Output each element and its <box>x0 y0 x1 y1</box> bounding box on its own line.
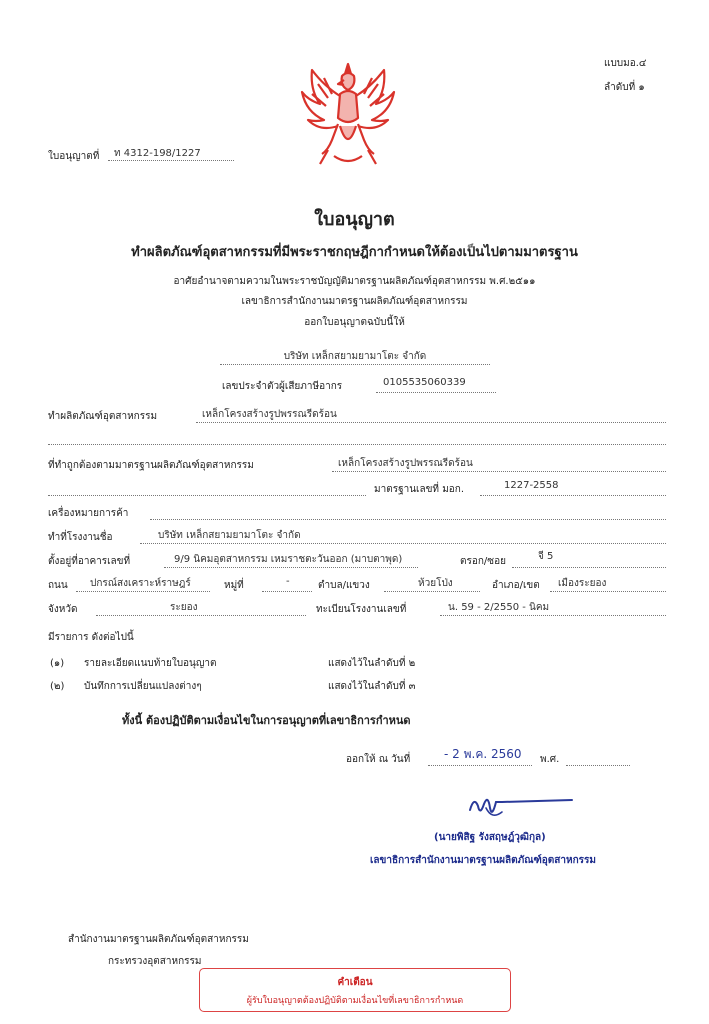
issue-date-label: ออกให้ ณ วันที่ <box>346 754 411 765</box>
document-title: ใบอนุญาต <box>314 209 395 230</box>
moo-label: หมู่ที่ <box>224 580 244 591</box>
tax-id-label: เลขประจำตัวผู้เสียภาษีอากร <box>222 381 343 392</box>
condition-statement: ทั้งนี้ ต้องปฏิบัติตามเงื่อนไขในการอนุญาตที่เลขาธิการกำหนด <box>122 714 411 727</box>
standard-no-label: มาตรฐานเลขที่ มอก. <box>374 484 465 495</box>
road-value: ปกรณ์สงเคราะห์ราษฎร์ <box>90 578 191 589</box>
office-name: สำนักงานมาตรฐานผลิตภัณฑ์อุตสาหกรรม <box>68 934 249 945</box>
warning-text: ผู้รับใบอนุญาตต้องปฏิบัติตามเงื่อนไขที่เลขาธิการกำหนด <box>246 996 464 1006</box>
building-label: ตั้งอยู่ที่อาคารเลขที่ <box>48 556 131 567</box>
issue-date-value: - 2 พ.ค. 2560 <box>444 747 522 761</box>
building-value: 9/9 นิคมอุตสาหกรรม เหมราชตะวันออก (มาบตาพุด) <box>174 554 403 565</box>
licensee-company: บริษัท เหล็กสยามยามาโตะ จำกัด <box>283 351 427 362</box>
authority-line: อาศัยอำนาจตามความในพระราชบัญญัติมาตรฐานผลิตภัณฑ์อุตสาหกรรม พ.ศ.๒๕๑๑ <box>173 276 536 287</box>
trademark-label: เครื่องหมายการค้า <box>48 508 129 519</box>
item-1-number: (๑) <box>50 658 65 669</box>
issue-era-label: พ.ศ. <box>540 754 560 765</box>
factory-name-value: บริษัท เหล็กสยามยามาโตะ จำกัด <box>158 530 301 541</box>
document-subtitle: ทำผลิตภัณฑ์อุตสาหกรรมที่มีพระราชกฤษฎีกากำหนดให้ต้องเป็นไปตามมาตรฐาน <box>131 245 578 260</box>
item-2-number: (๒) <box>50 681 65 692</box>
issue-to-line: ออกใบอนุญาตฉบับนี้ให้ <box>304 317 405 328</box>
district-label: อำเภอ/เขต <box>492 580 540 591</box>
warning-box <box>199 968 511 1012</box>
form-code: แบบมอ.๔ <box>604 58 647 69</box>
road-label: ถนน <box>48 580 68 591</box>
ministry-name: กระทรวงอุตสาหกรรม <box>108 956 202 967</box>
details-intro: มีรายการ ดังต่อไปนี้ <box>48 632 134 643</box>
signatory-name: (นายพิสิฐ รังสฤษฎ์วุฒิกุล) <box>434 832 546 843</box>
factory-reg-label: ทะเบียนโรงงานเลขที่ <box>316 604 407 615</box>
page-number: ลำดับที่ ๑ <box>604 82 645 93</box>
license-no-value: ท 4312-198/1227 <box>114 148 201 159</box>
district-value: เมืองระยอง <box>558 578 607 589</box>
alley-label: ตรอก/ซอย <box>460 556 506 567</box>
tax-id-value: 0105535060339 <box>383 377 466 388</box>
subdistrict-value: ห้วยโป่ง <box>418 578 453 589</box>
factory-name-label: ทำที่โรงงานชื่อ <box>48 532 113 543</box>
factory-reg-value: น. 59 - 2/2550 - นิคม <box>448 602 550 613</box>
standard-value: เหล็กโครงสร้างรูปพรรณรีดร้อน <box>338 458 473 469</box>
warning-title: คำเตือน <box>337 977 373 988</box>
subdistrict-label: ตำบล/แขวง <box>318 580 370 591</box>
moo-value: - <box>286 576 290 587</box>
garuda-emblem-icon <box>298 60 398 174</box>
item-1-text: รายละเอียดแนบท้ายใบอนุญาต <box>84 658 217 669</box>
signatory-position: เลขาธิการสำนักงานมาตรฐานผลิตภัณฑ์อุตสาหกรรม <box>370 855 596 866</box>
standard-label: ที่ทำถูกต้องตามมาตรฐานผลิตภัณฑ์อุตสาหกรรม <box>48 460 254 471</box>
issuer-line: เลขาธิการสำนักงานมาตรฐานผลิตภัณฑ์อุตสาหกรรม <box>241 296 468 307</box>
signature-mark <box>462 790 582 830</box>
license-no-label: ใบอนุญาตที่ <box>48 151 100 162</box>
alley-value: จี 5 <box>538 551 554 562</box>
item-1-reference: แสดงไว้ในลำดับที่ ๒ <box>328 658 416 669</box>
province-value: ระยอง <box>170 602 198 613</box>
standard-no-value: 1227-2558 <box>504 480 559 491</box>
item-2-reference: แสดงไว้ในลำดับที่ ๓ <box>328 681 416 692</box>
product-label: ทำผลิตภัณฑ์อุตสาหกรรม <box>48 411 158 422</box>
product-value: เหล็กโครงสร้างรูปพรรณรีดร้อน <box>202 409 337 420</box>
item-2-text: บันทึกการเปลี่ยนแปลงต่างๆ <box>84 681 202 692</box>
province-label: จังหวัด <box>48 604 78 615</box>
